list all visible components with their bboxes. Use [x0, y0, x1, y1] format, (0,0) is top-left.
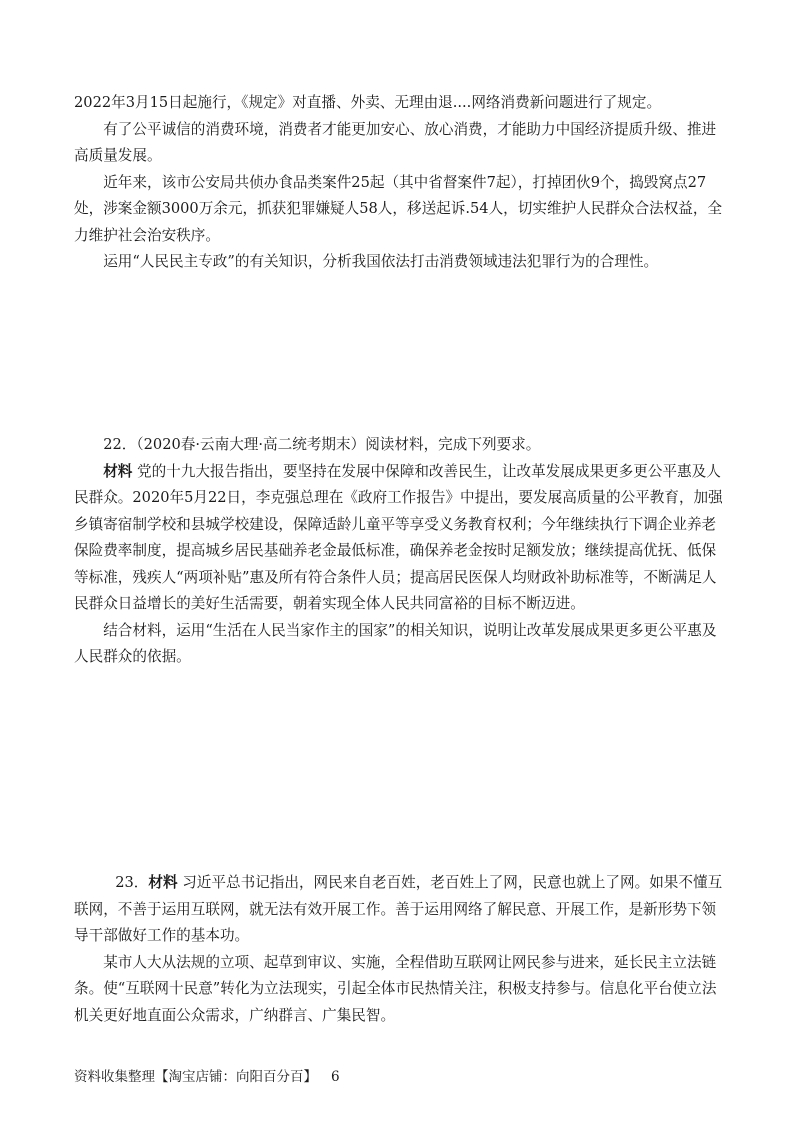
question-header: 22．（2020春·云南大理·高二统考期末）阅读材料，完成下列要求。 — [103, 436, 541, 453]
paragraph: 2022年3月15日起施行，《规定》对直播、外卖、无理由退....网络消费新问题进行了规定。 — [74, 94, 662, 111]
paragraph: 近年来，该市公安局共侦办食品类案件25起（其中省督案件7起），打掉团伙9个，捣毁窝点27处，涉案金额3000万余元，抓获犯罪嫌疑人58人，移送起诉.54人，切实维护人民群众合法权益，全力维护社会治安秩序。 — [74, 173, 723, 244]
material-paragraph — [74, 870, 729, 950]
question-prompt: 结合材料，运用“生活在人民当家作主的国家”的相关知识，说明让改革发展成果更多更公平惠及人民群众的依据。 — [74, 621, 717, 665]
section-previous-question — [74, 90, 729, 276]
material-label: 材料 — [103, 462, 133, 480]
question-prompt: 运用“人民民主专政”的有关知识，分析我国依法打击消费领域违法犯罪行为的合理性。 — [103, 253, 659, 270]
question-number: 23． — [115, 874, 149, 891]
material-paragraph — [74, 459, 729, 618]
material-text: 习近平总书记指出，网民来自老百姓，老百姓上了网，民意也就上了网。如果不懂互联网，不善于运用互联网，就无法有效开展工作。善于运用网络了解民意、开展工作，是新形势下领导干部做好工作的基本功。 — [74, 874, 723, 944]
paragraph: 有了公平诚信的消费环境，消费者才能更加安心、放心消费，才能助力中国经济提质升级、推进高质量发展。 — [74, 120, 717, 164]
material-text: 党的十九大报告指出，要坚持在发展中保障和改善民生，让改革发展成果更多更公平惠及人民群众。2020年5月22日，李克强总理在《政府工作报告》中提出，要发展高质量的公平教育，加强乡镇寄宿制学校和县城学校建设，保障适龄儿童平等享受义务教育权利；今年继续执行下调企业养老保险费率制度，提高城乡居民基础养老金最低标准，确保养老金按时足额发放；继续提高优抚、低保等标准，残疾人“两项补贴”惠及所有符合条件人员；提高居民医保人均财政补助标准等，不断满足人民群众日益增长的美好生活需要，朝着实现全体人民共同富裕的目标不断迈进。 — [74, 462, 723, 612]
footer-source: 资料收集整理【淘宝店铺：向阳百分百】 — [74, 1069, 317, 1085]
page-footer — [74, 1067, 340, 1087]
material-label: 材料 — [148, 874, 178, 891]
page-number: 6 — [331, 1069, 340, 1085]
question-23 — [74, 870, 729, 1029]
question-22 — [74, 432, 729, 671]
paragraph: 某市人大从法规的立项、起草到审议、实施，全程借助互联网让网民参与进来，延长民主立法链条。使“互联网十民意”转化为立法现实，引起全体市民热情关注，积极支持参与。信息化平台使立法机关更好地直面公众需求，广纳群言、广集民智。 — [74, 953, 717, 1024]
